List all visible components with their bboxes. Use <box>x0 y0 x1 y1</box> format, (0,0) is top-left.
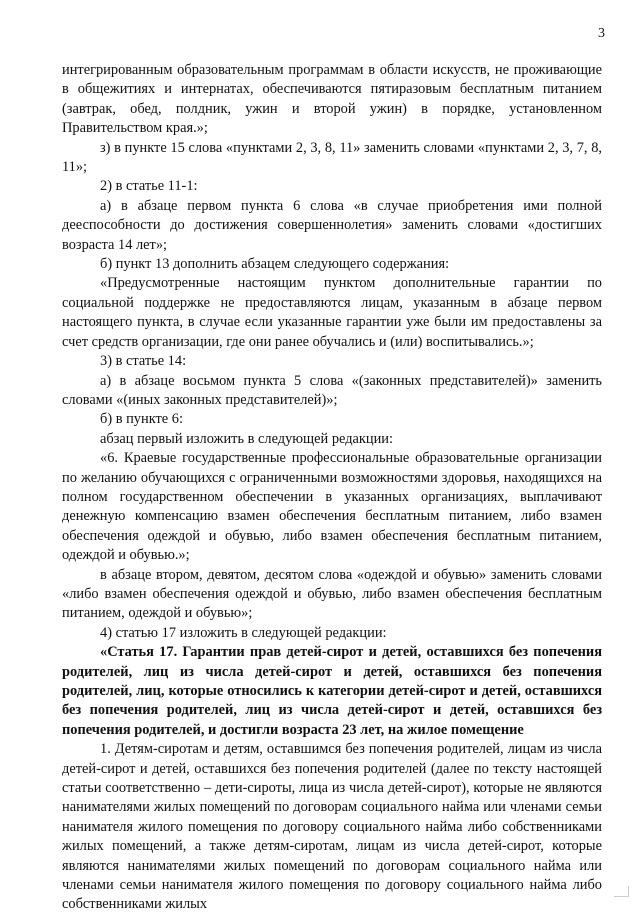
paragraph: «6. Краевые государственные профессиональные образовательные организации по желанию обучающихся с ограниченными возможностями здоровья, находящихся на полном государственном обеспечении в указанных организациях, выплачивают денежную компенсацию взамен обеспечения бесплатным питанием, либо взамен обеспечения одеждой и обувью, либо взамен обеспечения бесплатным питанием, одеждой и обувью.»; <box>62 450 602 564</box>
document-body <box>62 61 602 915</box>
paragraph: а) в абзаце восьмом пункта 5 слова «(законных представителей)» заменить словами «(иных законных представителей)»; <box>62 372 602 408</box>
paragraph: 2) в статье 11-1: <box>100 178 198 195</box>
scan-corner-mark <box>614 886 629 897</box>
paragraph: «Предусмотренные настоящим пунктом дополнительные гарантии по социальной поддержке не предоставляются лицам, указанным в абзаце первом настоящего пункта, в случае если указанные гарантии уже были им предоставлены за счет средств организации, где они ранее обучались и (или) воспитывались.»; <box>62 275 602 350</box>
paragraph: 3) в статье 14: <box>100 353 187 370</box>
paragraph: 4) статью 17 изложить в следующей редакции: <box>100 624 387 641</box>
page-number: 3 <box>598 26 605 41</box>
paragraph: абзац первый изложить в следующей редакции: <box>100 430 394 447</box>
paragraph: з) в пункте 15 слова «пунктами 2, 3, 8, 11» заменить словами «пунктами 2, 3, 7, 8, 11»; <box>62 139 602 176</box>
paragraph: а) в абзаце первом пункта 6 слова «в случае приобретения ими полной дееспособности до достижения совершеннолетия» заменить словами «достигших возраста 14 лет»; <box>62 197 602 253</box>
paragraph: в абзаце втором, девятом, десятом слова «одеждой и обувью» заменить словами «либо взамен обеспечения одеждой и обувью, либо взамен обеспечения бесплатным питанием, одеждой и обувью»; <box>62 566 602 622</box>
paragraph: б) пункт 13 дополнить абзацем следующего содержания: <box>100 256 450 273</box>
article-heading: «Статья 17. Гарантии прав детей-сирот и детей, оставшихся без попечения родителей, лиц из числа детей-сирот и детей, оставшихся без попечения родителей, лиц, которые относились к категории детей-сирот и детей, оставшихся без попечения родителей, лиц из числа детей-сирот и детей, оставшихся без попечения родителей, и достигли возраста 23 лет, на жилое помещение <box>62 644 602 738</box>
paragraph: 1. Детям-сиротам и детям, оставшимся без попечения родителей, лицам из числа детей-сирот и детей, оставшихся без попечения родителей (далее по тексту настоящей статьи соответственно – дети-сироты, лица из числа детей-сирот), которые не являются нанимателями жилых помещений по договорам социального найма или членами семьи нанимателя жилого помещения по договору социального найма либо собственниками жилых помещений, а также детям-сиротам, лицам из числа детей-сирот, которые являются нанимателями жилых помещений по договорам социального найма или членами семьи нанимателя жилого помещения по договору социального найма либо собственниками жилых <box>62 741 602 913</box>
paragraph: интегрированным образовательным программам в области искусств, не проживающие в общежитиях и интернатах, обеспечиваются пятиразовым бесплатным питанием (завтрак, обед, полдник, ужин и второй ужин) в порядке, установленном Правительством края.»; <box>62 62 602 137</box>
paragraph: б) в пункте 6: <box>100 411 183 428</box>
